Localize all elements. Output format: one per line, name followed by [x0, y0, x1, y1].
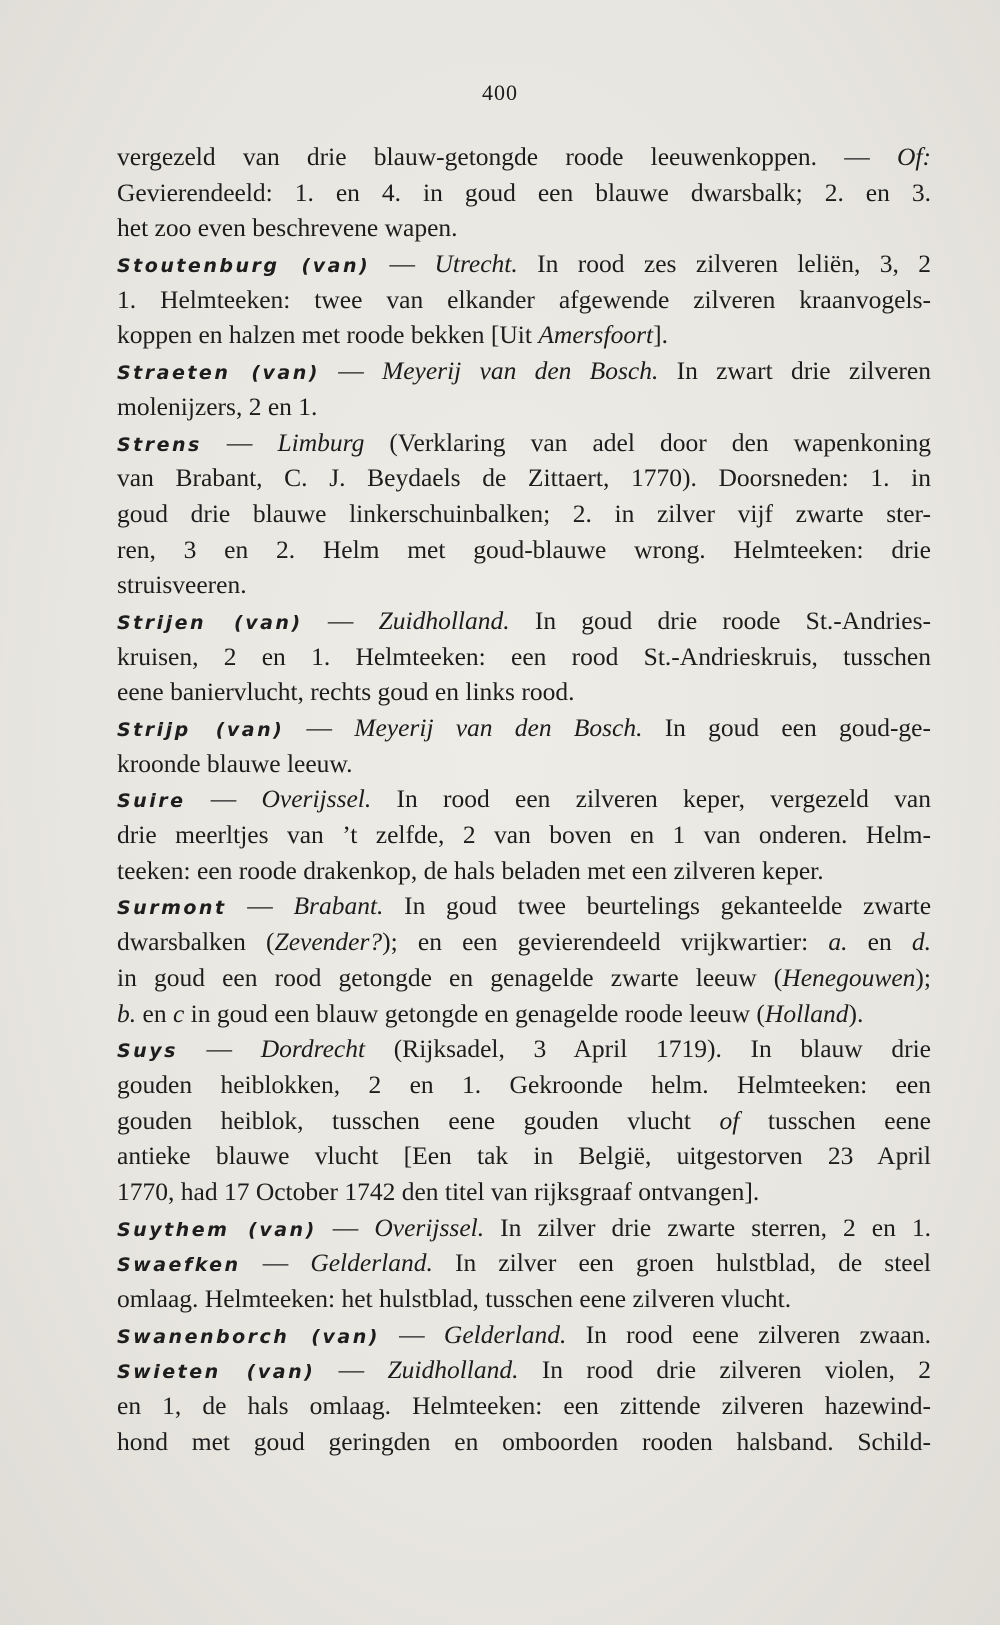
entry-name: Surmont — [117, 897, 227, 920]
text-line — [117, 389, 931, 425]
text-run: gouden heiblok, tusschen eene gouden vlucht — [117, 1105, 720, 1135]
italic-text: b. — [117, 998, 137, 1028]
italic-text: Gelderland. — [310, 1248, 433, 1278]
text-line — [117, 175, 931, 211]
text-run: — — [240, 1248, 311, 1278]
text-run: In rood eene zilveren zwaan. — [566, 1319, 931, 1349]
italic-text: Zevender? — [274, 927, 383, 957]
text-line — [117, 853, 931, 889]
text-line — [117, 924, 931, 960]
text-line — [117, 567, 931, 603]
text-run: kruisen, 2 en 1. Helmteeken: een rood St.-Andrieskruis, tusschen — [117, 641, 931, 671]
text-run: en — [847, 927, 912, 957]
text-run: en — [136, 998, 173, 1028]
entry-name: Suire — [117, 790, 186, 813]
entry-name: Strijen (van) — [117, 611, 303, 634]
text-run: — — [315, 1355, 388, 1385]
text-run: ). — [848, 998, 864, 1028]
entry-name: Strijp (van) — [117, 719, 285, 741]
italic-text: Holland — [764, 998, 849, 1028]
text-line — [117, 1103, 931, 1139]
italic-text: a. — [828, 927, 848, 957]
italic-text: Zuidholland. — [378, 605, 510, 635]
italic-text: d. — [911, 927, 931, 957]
entry-name: Swieten (van) — [117, 1361, 316, 1384]
text-run: In rood een zilveren keper, vergezeld van — [371, 784, 931, 814]
italic-text: Meyerij van den Bosch. — [381, 356, 659, 386]
text-run: — — [379, 1319, 444, 1349]
italic-text: Gelderland. — [443, 1319, 567, 1349]
text-run: — — [319, 356, 382, 386]
text-run: gouden heiblokken, 2 en 1. Gekroonde helm. Helmteeken: een — [117, 1069, 931, 1099]
text-line — [117, 603, 931, 639]
text-run: van Brabant, C. J. Beydaels de Zittaert, 1770). Doorsneden: 1. in — [117, 463, 931, 493]
text-run: (Rijksadel, 3 April 1719). In blauw drie — [365, 1034, 931, 1064]
italic-text: Amersfoort — [538, 320, 654, 350]
text-line — [117, 674, 931, 710]
entry-name: Stoutenburg (van) — [117, 255, 371, 278]
italic-text: Zuidholland. — [387, 1355, 519, 1385]
text-run: In rood drie zilveren violen, 2 — [518, 1355, 932, 1385]
text-run: drie meerltjes van ’t zelfde, 2 van boven en 1 van onderen. Helm- — [117, 820, 931, 850]
text-run: ren, 3 en 2. Helm met goud-blauwe wrong. Helmteeken: drie — [117, 534, 931, 564]
text-run: — — [370, 249, 435, 279]
text-run: omlaag. Helmteeken: het hulstblad, tusschen eene zilveren vlucht. — [117, 1284, 792, 1313]
text-line — [117, 1424, 931, 1460]
text-line — [117, 781, 931, 817]
text-run: in goud een rood getongde en genagelde zwarte leeuw ( — [117, 962, 783, 992]
text-line — [117, 139, 931, 175]
text-run: ); en een gevierendeeld vrijkwartier: — [382, 927, 829, 957]
text-line — [117, 639, 931, 675]
entry-name: Swaefken — [117, 1254, 241, 1277]
italic-text: Utrecht. — [434, 249, 518, 279]
text-run: — — [177, 1034, 261, 1064]
italic-text: Dordrecht — [260, 1034, 366, 1064]
text-run: goud drie blauwe linkerschuinbalken; 2. in zilver vijf zwarte ster- — [117, 498, 931, 528]
text-line — [117, 1281, 931, 1317]
text-line — [117, 210, 931, 246]
text-line — [117, 1210, 931, 1246]
text-line — [117, 1174, 931, 1210]
text-run: en 1, de hals omlaag. Helmteeken: een zittende zilveren hazewind- — [117, 1391, 931, 1421]
text-run: antieke blauwe vlucht [Een tak in België, uitgestorven 23 April — [117, 1141, 931, 1171]
text-line — [117, 960, 931, 996]
text-run: 1770, had 17 October 1742 den titel van rijksgraaf ontvangen]. — [117, 1176, 760, 1206]
text-run: in goud een blauw getongde en genagelde roode leeuw ( — [184, 998, 765, 1028]
text-run: In zilver een groen hulstblad, de steel — [432, 1248, 932, 1278]
text-run: ]. — [653, 320, 668, 350]
text-run: eene baniervlucht, rechts goud en links rood. — [117, 677, 575, 707]
text-line — [117, 353, 931, 389]
text-line — [117, 317, 931, 353]
italic-text: Overijssel. — [374, 1212, 485, 1242]
text-line — [117, 282, 931, 318]
text-run: ); — [915, 962, 931, 992]
text-run: In goud twee beurtelings gekanteelde zwarte — [383, 891, 932, 921]
text-run: — — [316, 1212, 375, 1242]
text-line — [117, 746, 931, 782]
text-line — [117, 246, 931, 282]
text-line — [117, 460, 931, 496]
italic-text: Of: — [897, 142, 931, 171]
text-run: vergezeld van drie blauw-getongde roode leeuwenkoppen. — — [117, 142, 897, 171]
text-run: struisveeren. — [117, 570, 247, 600]
text-line — [117, 1388, 931, 1424]
text-run: — — [226, 891, 294, 921]
italic-text: Brabant. — [293, 891, 384, 921]
entry-name: Suys — [117, 1040, 178, 1063]
text-run: Uit — [499, 320, 539, 350]
text-line — [117, 425, 931, 461]
text-line — [117, 710, 931, 746]
text-run: — — [201, 427, 278, 457]
text-run: In goud drie roode St.-Andries- — [509, 605, 932, 635]
text-run: molenijzers, 2 en 1. — [117, 391, 318, 421]
text-run: Gevierendeeld: 1. en 4. in goud een blauwe dwarsbalk; 2. en 3. — [117, 177, 931, 207]
text-run: kroonde blauwe leeuw. — [117, 748, 353, 778]
text-body — [117, 139, 931, 1459]
page-number: 400 — [482, 80, 518, 105]
text-run: — — [302, 605, 379, 635]
text-line — [117, 496, 931, 532]
text-run: koppen en halzen met roode bekken [ — [117, 320, 500, 350]
text-line — [117, 996, 931, 1032]
italic-text: of — [719, 1105, 740, 1135]
text-line — [117, 1031, 931, 1067]
italic-text: Overijssel. — [261, 784, 372, 814]
text-run: — — [185, 784, 262, 814]
italic-text: Henegouwen — [782, 962, 916, 992]
italic-text: c — [172, 998, 185, 1028]
text-line — [117, 1352, 931, 1388]
text-run: tusschen eene — [739, 1105, 931, 1135]
entry-name: Straeten (van) — [117, 362, 320, 385]
text-line — [117, 817, 931, 853]
italic-text: Meyerij van den Bosch. — [354, 713, 643, 742]
text-run: het zoo even beschrevene wapen. — [117, 213, 458, 243]
text-line — [117, 888, 931, 924]
text-run: In goud een goud-ge- — [642, 713, 931, 742]
text-line — [117, 1245, 931, 1281]
text-run: In zwart drie zilveren — [658, 356, 931, 386]
text-line — [117, 1138, 931, 1174]
text-run: 1. Helmteeken: twee van elkander afgewende zilveren kraanvogels- — [117, 284, 931, 314]
text-run: In rood zes zilveren leliën, 3, 2 — [517, 249, 931, 279]
text-run: hond met goud geringden en omboorden rooden halsband. Schild- — [117, 1426, 931, 1456]
text-line — [117, 1317, 931, 1353]
entry-name: Swanenborch (van) — [117, 1325, 380, 1348]
text-line — [117, 532, 931, 568]
text-line — [117, 1067, 931, 1103]
text-run: (Verklaring van adel door den wapenkoning — [364, 427, 931, 457]
text-run: dwarsbalken ( — [117, 927, 275, 957]
entry-name: Suythem (van) — [117, 1218, 317, 1241]
italic-text: Limburg — [277, 427, 365, 457]
text-run: teeken: een roode drakenkop, de hals beladen met een zilveren keper. — [117, 855, 824, 885]
text-run: — — [284, 713, 355, 742]
entry-name: Strens — [117, 433, 202, 456]
text-run: In zilver drie zwarte sterren, 2 en 1. — [484, 1212, 931, 1242]
